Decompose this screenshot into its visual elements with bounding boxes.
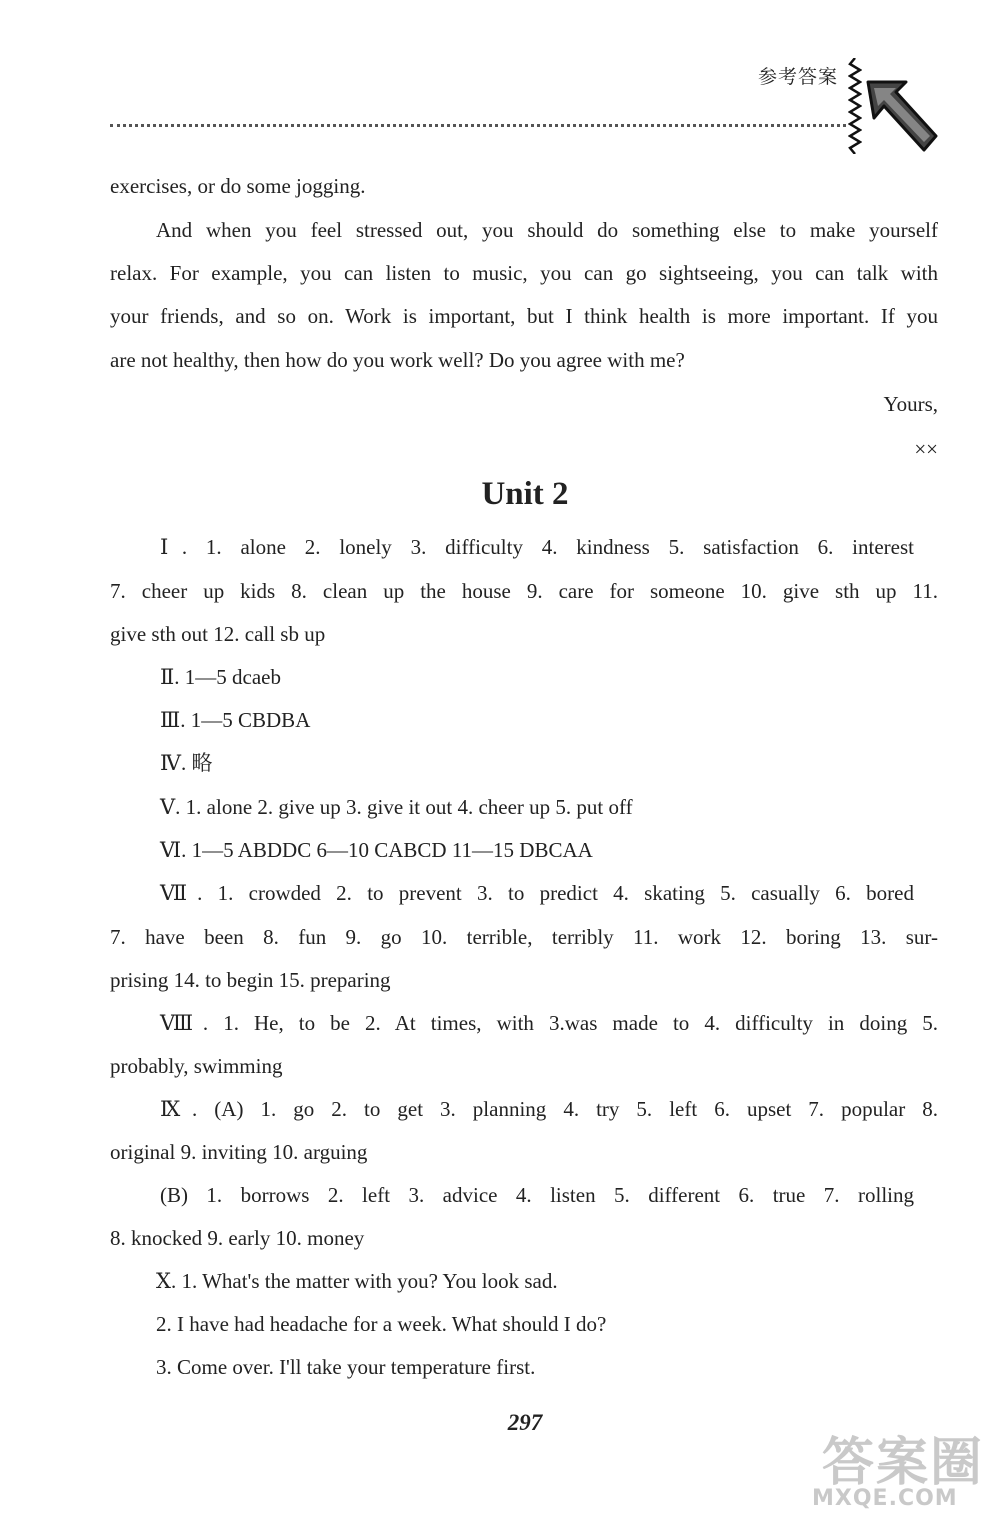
zigzag-border-icon <box>848 58 862 154</box>
answer-line: 7. cheer up kids 8. clean up the house 9. care for someone 10. give sth up 11. <box>110 579 938 603</box>
unit-title: Unit 2 <box>481 476 569 512</box>
page-number: 297 <box>507 1410 543 1435</box>
letter-line: are not healthy, then how do you work well? Do you agree with me? <box>110 348 685 372</box>
answer-line: probably, swimming <box>110 1054 283 1078</box>
letter-line: your friends, and so on. Work is important, but I think health is more important. If you <box>110 304 938 328</box>
answer-line: Ⅷ. 1. He, to be 2. At times, with 3.was made to 4. difficulty in doing 5. <box>160 1011 938 1035</box>
letter-line: exercises, or do some jogging. <box>110 174 366 198</box>
answer-line: prising 14. to begin 15. preparing <box>110 968 391 992</box>
header-label: 参考答案 <box>758 66 839 88</box>
letter-signature: ×× <box>914 437 938 461</box>
letter-line: relax. For example, you can listen to music, you can go sightseeing, you can talk with <box>110 261 938 285</box>
letter-line: And when you feel stressed out, you should do something else to make yourself <box>156 218 938 242</box>
answer-line: give sth out 12. call sb up <box>110 622 326 646</box>
answer-line: original 9. inviting 10. arguing <box>110 1140 368 1164</box>
arrow-icon <box>866 78 938 156</box>
answer-line: Ⅸ. (A) 1. go 2. to get 3. planning 4. try 5. left 6. upset 7. popular 8. <box>160 1097 938 1121</box>
letter-closing: Yours, <box>883 392 938 416</box>
answer-line: Ⅶ. 1. crowded 2. to prevent 3. to predict 4. skating 5. casually 6. bored <box>160 881 914 905</box>
answer-line: Ⅴ. 1. alone 2. give up 3. give it out 4. cheer up 5. put off <box>160 795 633 819</box>
header-dotted-rule <box>110 124 846 127</box>
watermark-url: MXQE.COM <box>812 1486 958 1511</box>
answer-line: 2. I have had headache for a week. What should I do? <box>156 1312 607 1336</box>
answer-line: Ⅲ. 1—5 CBDBA <box>160 708 311 732</box>
answer-line: Ⅳ. 略 <box>160 751 213 775</box>
answer-line: 8. knocked 9. early 10. money <box>110 1226 365 1250</box>
answer-line: 7. have been 8. fun 9. go 10. terrible, terribly 11. work 12. boring 13. sur- <box>110 925 938 949</box>
answer-line: Ⅹ. 1. What's the matter with you? You look sad. <box>156 1269 558 1293</box>
answer-line: 3. Come over. I'll take your temperature first. <box>156 1355 536 1379</box>
answer-line: Ⅵ. 1—5 ABDDC 6—10 CABCD 11—15 DBCAA <box>160 838 593 862</box>
watermark-logo: 答案圈 <box>822 1433 985 1493</box>
answer-line: Ⅱ. 1—5 dcaeb <box>160 665 281 689</box>
answer-line: Ⅰ. 1. alone 2. lonely 3. difficulty 4. kindness 5. satisfaction 6. interest <box>160 535 914 559</box>
answer-line: (B) 1. borrows 2. left 3. advice 4. listen 5. different 6. true 7. rolling <box>160 1183 914 1207</box>
